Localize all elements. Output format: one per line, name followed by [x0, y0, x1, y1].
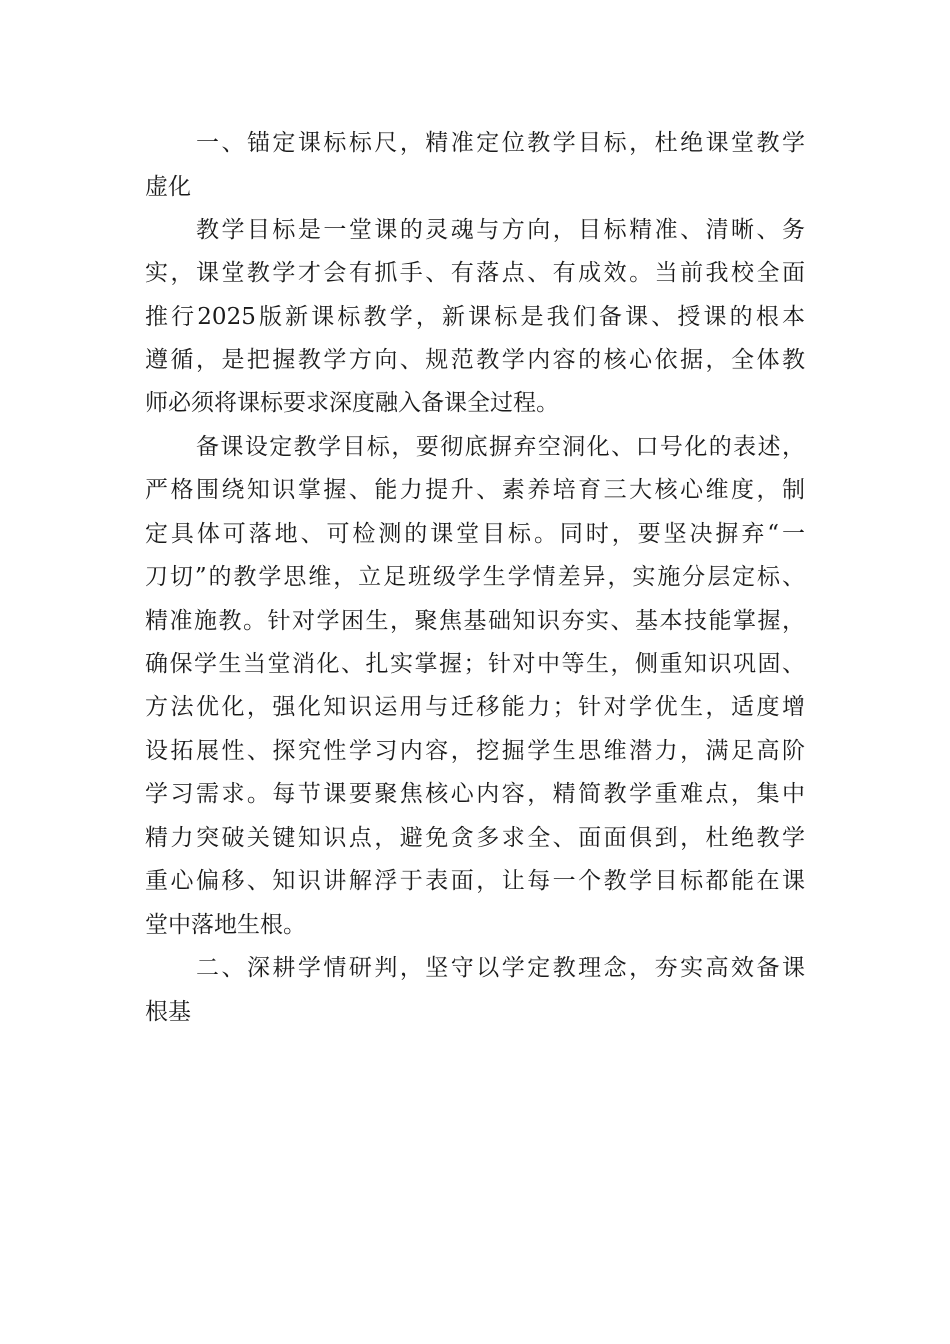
- heading-one-line-1: 一、锚定课标标尺，精准定位教学目标，杜绝课堂教学: [196, 130, 805, 156]
- paragraph-1-line-5: 师必须将课标要求深度融入备课全过程。: [145, 390, 559, 416]
- paragraph-2-line-11: 重心偏移、知识讲解浮于表面，让每一个教学目标都能在课: [145, 868, 805, 894]
- paragraph-1-line-3: 推行2025版新课标教学，新课标是我们备课、授课的根本: [145, 304, 805, 330]
- heading-one-line-2: 虚化: [145, 174, 191, 200]
- paragraph-1-line-4: 遵循，是把握教学方向、规范教学内容的核心依据，全体教: [145, 347, 805, 373]
- paragraph-2-line-6: 确保学生当堂消化、扎实掌握；针对中等生，侧重知识巩固、: [145, 651, 805, 677]
- paragraph-2-line-1: 备课设定教学目标，要彻底摒弃空洞化、口号化的表述，: [196, 434, 805, 460]
- paragraph-2-line-10: 精力突破关键知识点，避免贪多求全、面面俱到，杜绝教学: [145, 825, 805, 851]
- paragraph-2-line-2: 严格围绕知识掌握、能力提升、素养培育三大核心维度，制: [145, 477, 805, 503]
- paragraph-2-line-8: 设拓展性、探究性学习内容，挖掘学生思维潜力，满足高阶: [145, 738, 805, 764]
- paragraph-2-line-12: 堂中落地生根。: [145, 912, 306, 938]
- heading-two-line-2: 根基: [145, 999, 191, 1025]
- paragraph-2-line-4: 刀切”的教学思维，立足班级学生学情差异，实施分层定标、: [145, 564, 805, 590]
- paragraph-2-line-5: 精准施教。针对学困生，聚焦基础知识夯实、基本技能掌握，: [145, 608, 805, 634]
- paragraph-1-line-1: 教学目标是一堂课的灵魂与方向，目标精准、清晰、务: [196, 217, 805, 243]
- heading-two-line-1: 二、深耕学情研判，坚守以学定教理念，夯实高效备课: [196, 955, 805, 981]
- paragraph-2-line-9: 学习需求。每节课要聚焦核心内容，精简教学重难点，集中: [145, 781, 805, 807]
- paragraph-2-line-7: 方法优化，强化知识运用与迁移能力；针对学优生，适度增: [145, 694, 805, 720]
- paragraph-2-line-3: 定具体可落地、可检测的课堂目标。同时，要坚决摒弃“一: [145, 521, 805, 547]
- paragraph-1-line-2: 实，课堂教学才会有抓手、有落点、有成效。当前我校全面: [145, 260, 805, 286]
